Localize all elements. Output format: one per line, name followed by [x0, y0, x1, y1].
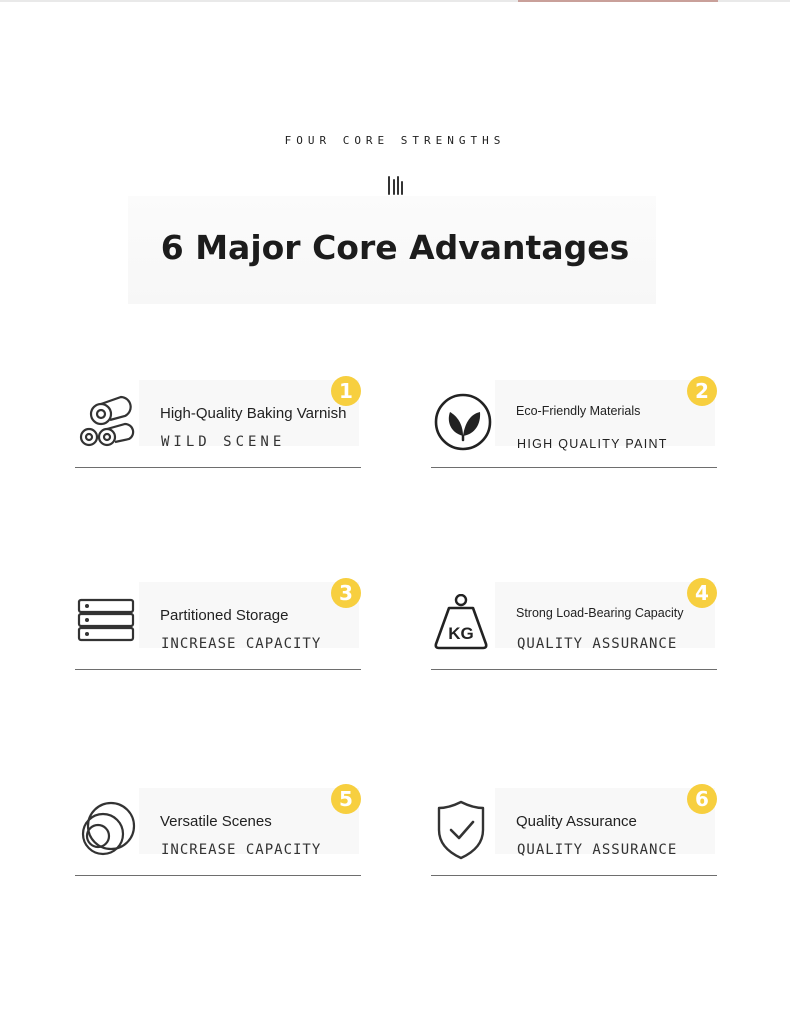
feature-subtitle: QUALITY ASSURANCE — [517, 842, 678, 858]
rings-icon — [77, 800, 137, 860]
feature-card — [75, 376, 361, 476]
divider — [431, 669, 717, 670]
feature-subtitle: QUALITY ASSURANCE — [517, 636, 678, 652]
number-badge: 6 — [687, 784, 717, 814]
divider — [75, 875, 361, 876]
divider — [75, 669, 361, 670]
feature-card — [431, 376, 717, 476]
number-badge: 1 — [331, 376, 361, 406]
feature-subtitle: WILD SCENE — [161, 434, 286, 450]
page-title: 6 Major Core Advantages — [160, 228, 630, 267]
section-eyebrow: FOUR CORE STRENGTHS — [284, 134, 506, 147]
feature-name: Strong Load-Bearing Capacity — [516, 606, 684, 620]
divider — [431, 875, 717, 876]
leaf-icon — [433, 392, 493, 452]
decorative-mark-icon — [386, 174, 406, 196]
feature-name: Quality Assurance — [516, 813, 637, 830]
number-badge: 2 — [687, 376, 717, 406]
rolls-icon — [77, 392, 137, 452]
weight-kg-icon — [433, 594, 493, 654]
storage-icon — [77, 594, 137, 654]
feature-subtitle: HIGH QUALITY PAINT — [517, 437, 668, 451]
feature-name: Eco-Friendly Materials — [516, 404, 641, 418]
number-badge: 4 — [687, 578, 717, 608]
feature-subtitle: INCREASE CAPACITY — [161, 636, 322, 652]
divider — [431, 467, 717, 468]
feature-card — [75, 784, 361, 884]
number-badge: 3 — [331, 578, 361, 608]
feature-card — [431, 784, 717, 884]
feature-card — [431, 578, 717, 678]
divider — [75, 467, 361, 468]
shield-check-icon — [433, 800, 493, 860]
feature-name: High-Quality Baking Varnish — [160, 405, 347, 422]
svg-text:KG: KG — [448, 624, 474, 643]
feature-name: Partitioned Storage — [160, 607, 289, 624]
number-badge: 5 — [331, 784, 361, 814]
feature-subtitle: INCREASE CAPACITY — [161, 842, 322, 858]
feature-card — [75, 578, 361, 678]
feature-name: Versatile Scenes — [160, 813, 272, 830]
top-strip-accent — [518, 0, 718, 2]
